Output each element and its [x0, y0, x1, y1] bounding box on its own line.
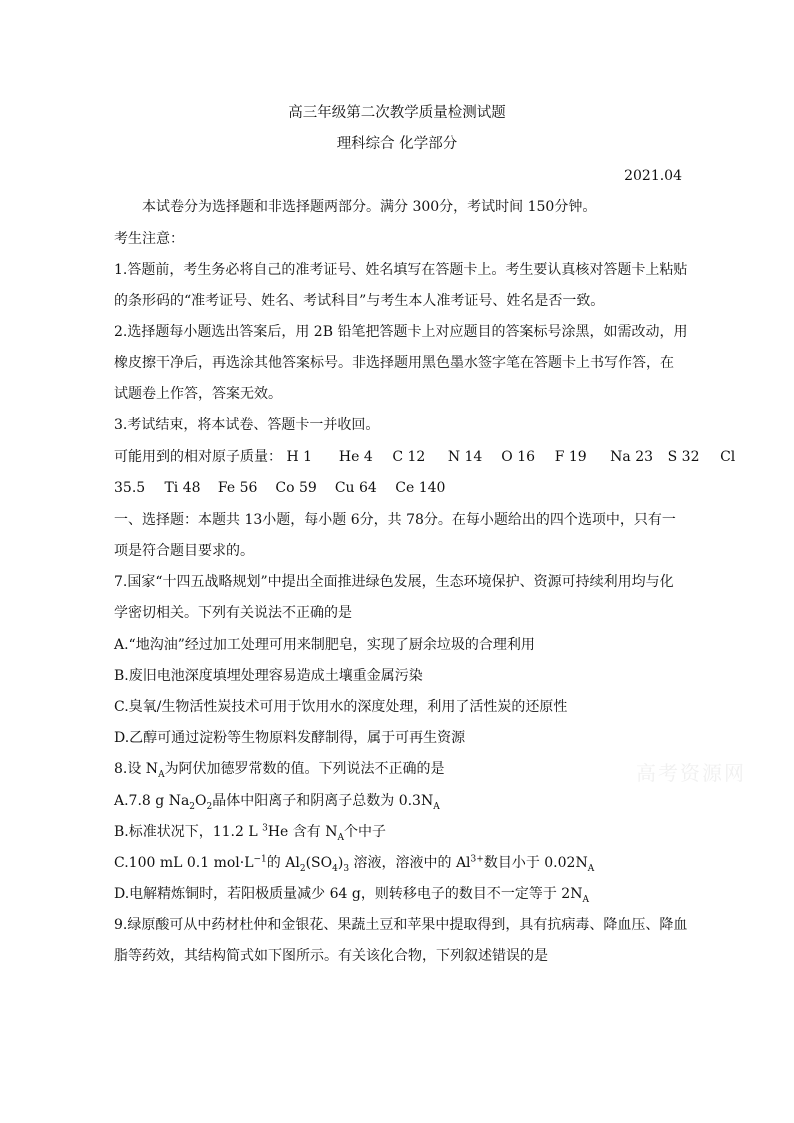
- q8-option-d: D.电解精炼铜时，若阳极质量减少 64 g，则转移电子的数目不一定等于 $2N_A$: [114, 886, 589, 905]
- atomic-mass-cl: Cl: [720, 449, 736, 465]
- q7-stem-line-1: 7.国家“十四五战略规划”中提出全面推进绿色发展，生态环境保护、资源可持续利用均与化: [114, 574, 674, 590]
- atomic-mass-ce: Ce 140: [395, 480, 446, 496]
- q7-option-c: C.臭氧/生物活性炭技术可用于饮用水的深度处理，利用了活性炭的还原性: [114, 699, 568, 715]
- notice-item-1-line-1: 1.答题前，考生务必将自己的准考证号、姓名填写在答题卡上。考生要认真核对答题卡上粘贴: [114, 262, 688, 278]
- section-heading-line-1: 一、选择题：本题共 13小题，每小题 6分，共 78分。在每小题给出的四个选项中，只有一: [114, 512, 676, 528]
- notice-item-1-line-2: 的条形码的“准考证号、姓名、考试科目”与考生本人准考证号、姓名是否一致。: [114, 293, 605, 309]
- q7-stem-line-2: 学密切相关。下列有关说法不正确的是: [114, 605, 352, 621]
- exam-subtitle: 理科综合 化学部分: [336, 136, 458, 152]
- notice-heading: 考生注意：: [114, 231, 184, 247]
- atomic-mass-ti: Ti 48: [164, 480, 201, 496]
- notice-item-2-line-2: 橡皮擦干净后，再选涂其他答案标号。非选择题用黑色墨水签字笔在答题卡上书写作答，在: [114, 355, 674, 371]
- q8-option-c: C.100 mL 0.1 $mol\cdot L^{-1}$的 $Al_2(SO_4)_3$ 溶液，溶液中的 $Al^{3+}$数目小于 $0.02N_A$: [114, 854, 595, 874]
- atomic-mass-co: Co 59: [275, 480, 317, 496]
- q8-option-a: A.7.8 g $Na_2O_2$晶体中阳离子和阴离子总数为 $0.3N_A$: [114, 793, 440, 812]
- section-heading-line-2: 项是符合题目要求的。: [114, 543, 254, 559]
- atomic-masses-row-2: [114, 479, 445, 497]
- q9-stem-line-1: 9.绿原酸可从中药材杜仲和金银花、果蔬土豆和苹果中提取得到，具有抗病毒、降血压、降血: [114, 917, 688, 933]
- atomic-masses-label: 可能用到的相对原子质量：: [114, 449, 282, 465]
- atomic-mass-h: H 1: [286, 449, 313, 465]
- notice-item-2-line-3: 试题卷上作答，答案无效。: [114, 386, 282, 402]
- atomic-mass-n: N 14: [447, 449, 483, 465]
- watermark: 高考资源网: [636, 761, 746, 785]
- atomic-mass-o: O 16: [501, 449, 536, 465]
- exam-date: 2021.04: [624, 168, 682, 184]
- atomic-mass-c: C 12: [392, 449, 426, 465]
- atomic-mass-f: F 19: [554, 449, 587, 465]
- atomic-mass-he: He 4: [338, 449, 373, 465]
- q9-stem-line-2: 脂等药效，其结构简式如下图所示。有关该化合物，下列叙述错误的是: [114, 948, 548, 964]
- q7-option-a: A.“地沟油”经过加工处理可用来制肥皂，实现了厨余垃圾的合理利用: [114, 637, 535, 653]
- atomic-masses-row-1: [114, 448, 735, 466]
- atomic-mass-s: S 32: [667, 449, 700, 465]
- notice-item-3: 3.考试结束，将本试卷、答题卡一并收回。: [114, 417, 380, 433]
- intro-text: 本试卷分为选择题和非选择题两部分。满分 300分，考试时间 150分钟。: [142, 199, 597, 215]
- q8-stem: 8.设 $N_A$为阿伏加德罗常数的值。下列说法不正确的是: [114, 761, 445, 780]
- exam-title: 高三年级第二次教学质量检测试题: [288, 105, 506, 121]
- atomic-mass-na: Na 23: [610, 449, 654, 465]
- atomic-mass-cl-value: 35.5: [114, 480, 146, 496]
- q7-option-d: D.乙醇可通过淀粉等生物原料发酵制得，属于可再生资源: [114, 730, 466, 746]
- notice-item-2-line-1: 2.选择题每小题选出答案后，用 2B 铅笔把答题卡上对应题目的答案标号涂黑，如需改动，用: [114, 324, 688, 340]
- atomic-mass-fe: Fe 56: [217, 480, 258, 496]
- atomic-mass-cu: Cu 64: [334, 480, 377, 496]
- q7-option-b: B.废旧电池深度填埋处理容易造成土壤重金属污染: [114, 668, 423, 684]
- q8-option-b: B.标准状况下，11.2 L $^3$He 含有 $N_A$个中子: [114, 823, 386, 843]
